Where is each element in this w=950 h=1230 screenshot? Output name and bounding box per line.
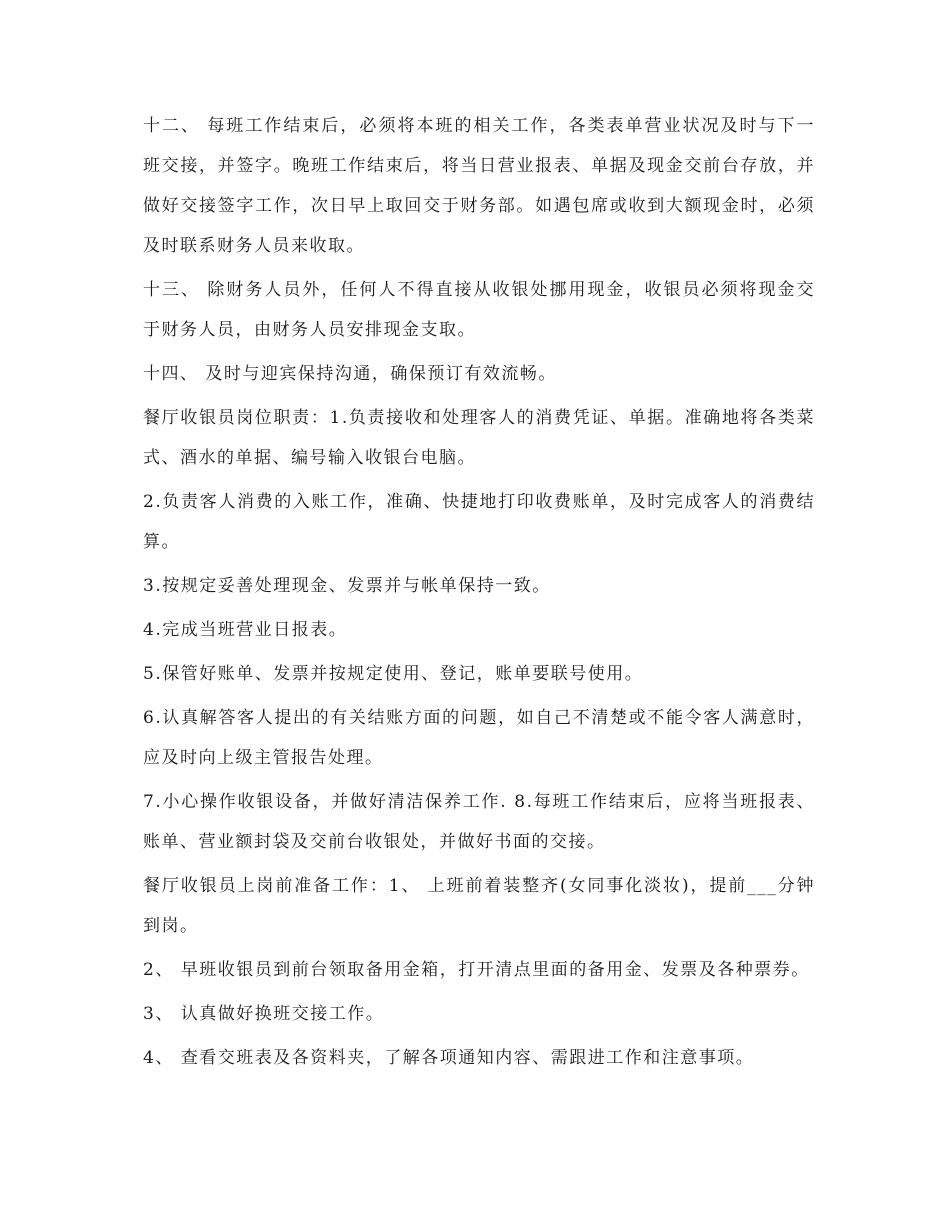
cashier-duty-6: 6.认真解答客人提出的有关结账方面的问题，如自己不清楚或不能令客人满意时，应及时向上级主管报告处理。 [143,708,815,768]
pre-shift-intro: 餐厅收银员上岗前准备工作：1、 上班前着装整齐(女同事化淡妆)，提前___分钟到岗。 [143,876,815,936]
cashier-duty-3: 3.按规定妥善处理现金、发票并与帐单保持一致。 [143,576,551,596]
cashier-duties-intro: 餐厅收银员岗位职责：1.负责接收和处理客人的消费凭证、单据。准确地将各类菜式、酒水的单据、编号输入收银台电脑。 [143,408,815,468]
paragraph-12: 十二、 每班工作结束后，必须将本班的相关工作，各类表单营业状况及时与下一班交接，并签字。晚班工作结束后，将当日营业报表、单据及现金交前台存放，并做好交接签字工作，次日早上取回交于财务部。如遇包席或收到大额现金时，必须及时联系财务人员来收取。 [143,116,815,256]
cashier-duty-7-8: 7.小心操作收银设备，并做好清洁保养工作. 8.每班工作结束后，应将当班报表、账单、营业额封袋及交前台收银处，并做好书面的交接。 [143,792,815,852]
pre-shift-step-2: 2、 早班收银员到前台领取备用金箱，打开清点里面的备用金、发票及各种票券。 [143,960,810,980]
paragraph-14: 十四、 及时与迎宾保持沟通，确保预订有效流畅。 [143,364,557,384]
pre-shift-step-3: 3、 认真做好换班交接工作。 [143,1004,385,1024]
pre-shift-step-4: 4、 查看交班表及各资料夹，了解各项通知内容、需跟进工作和注意事项。 [143,1048,755,1068]
cashier-duty-5: 5.保管好账单、发票并按规定使用、登记，账单要联号使用。 [143,664,644,684]
document-body [143,106,815,1082]
cashier-duty-2: 2.负责客人消费的入账工作，准确、快捷地打印收费账单，及时完成客人的消费结算。 [143,492,815,552]
cashier-duty-4: 4.完成当班营业日报表。 [143,620,348,640]
paragraph-13: 十三、 除财务人员外，任何人不得直接从收银处挪用现金，收银员必须将现金交于财务人员，由财务人员安排现金支取。 [143,280,815,340]
